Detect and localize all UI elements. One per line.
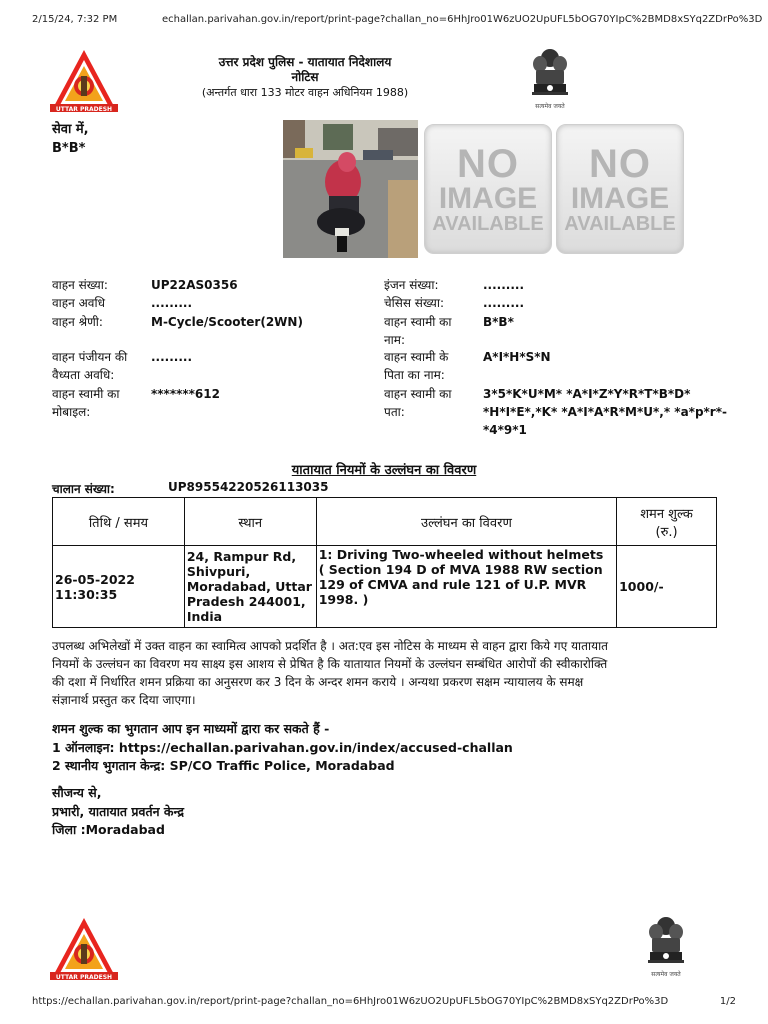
print-footer [32,996,736,1010]
notice-header [150,54,460,100]
engine-label: इंजन संख्या: [384,278,439,292]
validity-label-line1: वाहन पंजीयन की [52,350,128,364]
cell-violation: 1: Driving Two-wheeled without helmets ( Section 194 D of MVA 1988 RW section 129 of CMVA and rule 121 of U.P. MVR 1998. ) [316,546,616,628]
address-value-line2: *H*I*E*,*K* *A*I*A*R*M*U*,* *a*p*r*- [483,405,727,419]
cell-datetime: 26-05-2022 11:30:35 [53,546,185,628]
father-value: A*I*H*S*N [483,350,551,364]
validity-value: ......... [151,350,193,364]
no-image-placeholder-2: NO IMAGE AVAILABLE [556,124,684,254]
payment-local: 2 स्थानीय भुगतान केन्द्र: SP/CO Traffic Police, Moradabad [52,758,395,773]
logo-bottom-text-2: UTTAR PRADESH [55,974,113,981]
payment-online: 1 ऑनलाइन: https://echallan.parivahan.gov.in/index/accused-challan [52,739,513,755]
state-emblem-icon [528,46,572,108]
mobile-value: *******612 [151,387,220,401]
violation-section-title: यातायात नियमों के उल्लंघन का विवरण [291,463,477,478]
cell-place: 24, Rampur Rd, Shivpuri, Moradabad, Uttar Pradesh 244001, India [184,546,316,628]
challan-number-label: चालान संख्या: [52,482,115,496]
table-row [53,546,717,628]
page-number: 1/2 [719,996,736,1007]
state-emblem-icon-bottom [644,914,688,976]
payment-info [52,720,513,776]
class-label: वाहन श्रेणी: [52,315,103,329]
evidence-photo [283,120,418,258]
print-header [32,14,763,28]
header-datetime: तिथि / समय [53,498,185,546]
class-value: M-Cycle/Scooter(2WN) [151,315,303,329]
print-url: echallan.parivahan.gov.in/report/print-page?challan_no=6HhJro01W6zUO2UpUFL5bOG70YIpC%2BMD8xSYq2ZDrPo%3D [162,14,763,25]
validity-label-line2: वैध्यता अवधि: [52,368,115,382]
header-place: स्थान [184,498,316,546]
address-label-line1: वाहन स्वामी का [384,387,452,401]
emblem-motto: सत्यमेव जयते [535,103,565,110]
mobile-label-line2: मोबाइल: [52,405,91,419]
address-label-line2: पता: [384,405,405,419]
violation-table [52,497,717,628]
table-header-row [53,498,717,546]
reg-no-label: वाहन संख्या: [52,278,108,292]
owner-label-line1: वाहन स्वामी का [384,315,452,329]
engine-value: ......... [483,278,525,292]
addressee-salutation: सेवा में, [52,122,89,137]
header-violation: उल्लंघन का विवरण [316,498,616,546]
period-value: ......... [151,296,193,310]
traffic-directorate-logo-icon [50,48,118,112]
chassis-value: ......... [483,296,525,310]
cell-fine: 1000/- [617,546,717,628]
signoff: सौजन्य से, प्रभारी, यातायात प्रवर्तन केन्द्र जिला :Moradabad [52,785,184,837]
notice-paragraph: उपलब्ध अभिलेखों में उक्त वाहन का स्वामित्व आपको प्रदर्शित है । अत:एव इस नोटिस के माध्यम से वाहन द्वारा किये गए यातायात नियमों के उल्लंघन का विवरण मय साक्ष्य इस आशय से प्रेषित है कि यातायात नियमों के उल्लंघन सम्बंधित आरोपों की स्वीकारोक्ति की दशा में निर्धारित शमन प्रक्रिया का अनुसरण कर 3 दिन के अन्दर शमन कराये । अन्यथा प्रकरण सक्षम न्यायालय के समक्ष संज्ञानार्थ प्रस्तुत कर दिया जाएगा। [52,639,609,707]
address-value-line3: *4*9*1 [483,423,527,437]
period-label: वाहन अवधि [52,296,105,310]
payment-heading: शमन शुल्क का भुगतान आप इन माध्यमों द्वारा कर सकते हैं - [52,721,330,736]
father-label-line1: वाहन स्वामी के [384,350,449,364]
addressee [52,120,89,158]
father-label-line2: पिता का नाम: [384,368,445,382]
print-footer-url: https://echallan.parivahan.gov.in/report/print-page?challan_no=6HhJro01W6zUO2UpUFL5bOG70YIpC%2BMD8xSYq2ZDrPo%3D [32,996,669,1007]
address-value-line1: 3*5*K*U*M* *A*I*Z*Y*R*T*B*D* [483,387,691,401]
payment-online-link[interactable]: https://echallan.parivahan.gov.in/index/accused-challan [118,739,513,755]
no-image-placeholder-1: NO IMAGE AVAILABLE [424,124,552,254]
notice-title: नोटिस [291,70,319,84]
emblem-motto-bottom: सत्यमेव जयते [651,971,681,978]
challan-number-value: UP89554220526113035 [168,480,329,494]
chassis-label: चेसिस संख्या: [384,296,445,310]
section-reference: (अन्तर्गत धारा 133 मोटर वाहन अधिनियम 1988) [201,86,409,99]
department-title: उत्तर प्रदेश पुलिस - यातायात निदेशालय [218,55,392,69]
owner-label-line2: नाम: [384,333,405,347]
header-fine: शमन शुल्क (रु.) [617,498,717,546]
traffic-directorate-logo-icon-bottom [50,916,118,980]
print-datetime: 2/15/24, 7:32 PM [32,14,118,25]
challan-number [52,480,329,497]
reg-no-value: UP22AS0356 [151,278,238,292]
addressee-name: B*B* [52,141,86,156]
logo-bottom-text: UTTAR PRADESH [55,106,113,113]
owner-value: B*B* [483,315,514,329]
mobile-label-line1: वाहन स्वामी का [52,387,120,401]
